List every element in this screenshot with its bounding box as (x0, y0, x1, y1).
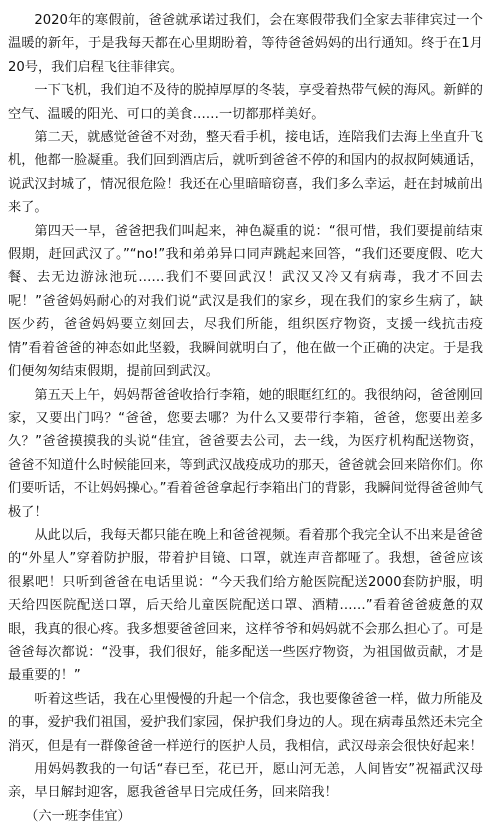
essay-body (8, 9, 483, 805)
paragraph-5: 第五天上午，妈妈帮爸爸收拾行李箱，她的眼眶红红的。我很纳闷，爸爸刚回家，又要出门吗？“爸爸，您要去哪？为什么又要带行李箱，爸爸，您要出差多久？”爸爸摸摸我的头说“佳宜，爸爸要去公司，去一线，为医疗机构配送物资，爸爸不知道什么时候能回来，等到武汉战疫成功的那天，爸爸就会回来陪你们。你们要听话，不让妈妈操心。”看着爸爸拿起行李箱出门的背影，我瞬间觉得爸爸帅气极了！ (8, 387, 483, 520)
paragraph-2: 一下飞机，我们迫不及待的脱掉厚厚的冬装，享受着热带气候的海风。新鲜的空气、温暖的阳光、可口的美食……一切都那样美好。 (8, 83, 483, 122)
author-signature: （六一班李佳宜） (25, 808, 131, 824)
paragraph-3: 第二天，就感觉爸爸不对劲，整天看手机，接电话，连陪我们去海上坐直升飞机，他都一脸凝重。我们回到酒店后，就听到爸爸不停的和国内的叔叔阿姨通话，说武汉封城了，情况很危险！我还在心里暗暗窃喜，我们多么幸运，赶在封城前出来了。 (8, 130, 483, 216)
paragraph-7: 听着这些话，我在心里慢慢的升起一个信念，我也要像爸爸一样，做力所能及的事，爱护我们祖国，爱护我们家园，保护我们身边的人。现在病毒虽然还未完全消灭，但是有一群像爸爸一样逆行的医护人员，我相信，武汉母亲会很快好起来！ (8, 691, 483, 754)
paragraph-6: 从此以后，我每天都只能在晚上和爸爸视频。看着那个我完全认不出来是爸爸的“外星人”穿着防护服，带着护目镜、口罩，就连声音都哑了。我想，爸爸应该很累吧！只听到爸爸在电话里说：“今天我们给方舱医院配送2000套防护服，明天给四医院配送口罩，后天给儿童医院配送口罩、酒精……”看着爸爸疲惫的双眼，我真的很心疼。我多想要爸爸回来，这样爷爷和妈妈就不会那么担心了。可是爸爸每次都说：“没事，我们很好，能多配送一些医疗物资，为祖国做贡献，才是最重要的！” (8, 527, 483, 684)
paragraph-8: 用妈妈教我的一句话“春已至，花已开，愿山河无恙，人间皆安”祝福武汉母亲，早日解封迎客，愿我爸爸早日完成任务，回来陪我！ (8, 762, 483, 801)
paragraph-4: 第四天一早，爸爸把我们叫起来，神色凝重的说：“很可惜，我们要提前结束假期，赶回武汉了。”“no!”我和弟弟异口同声跳起来回答，“我们还要度假、吃大餐、去无边游泳池玩……我们不要回武汉！武汉又冷又有病毒，我才不回去呢！”爸爸妈妈耐心的对我们说“武汉是我们的家乡，现在我们的家乡生病了，缺医少药，爸爸妈妈要立刻回去，尽我们所能，组织医疗物资，支援一线抗击疫情”看着爸爸的神态如此坚毅，我瞬间就明白了，他在做一个正确的决定。于是我们便匆匆结束假期，提前回到武汉。 (8, 223, 483, 380)
paragraph-1: 2020年的寒假前，爸爸就承诺过我们，会在寒假带我们全家去菲律宾过一个温暖的新年，于是我每天都在心里期盼着，等待爸爸妈妈的出行通知。终于在1月20号，我们启程飞往菲律宾。 (8, 13, 483, 75)
